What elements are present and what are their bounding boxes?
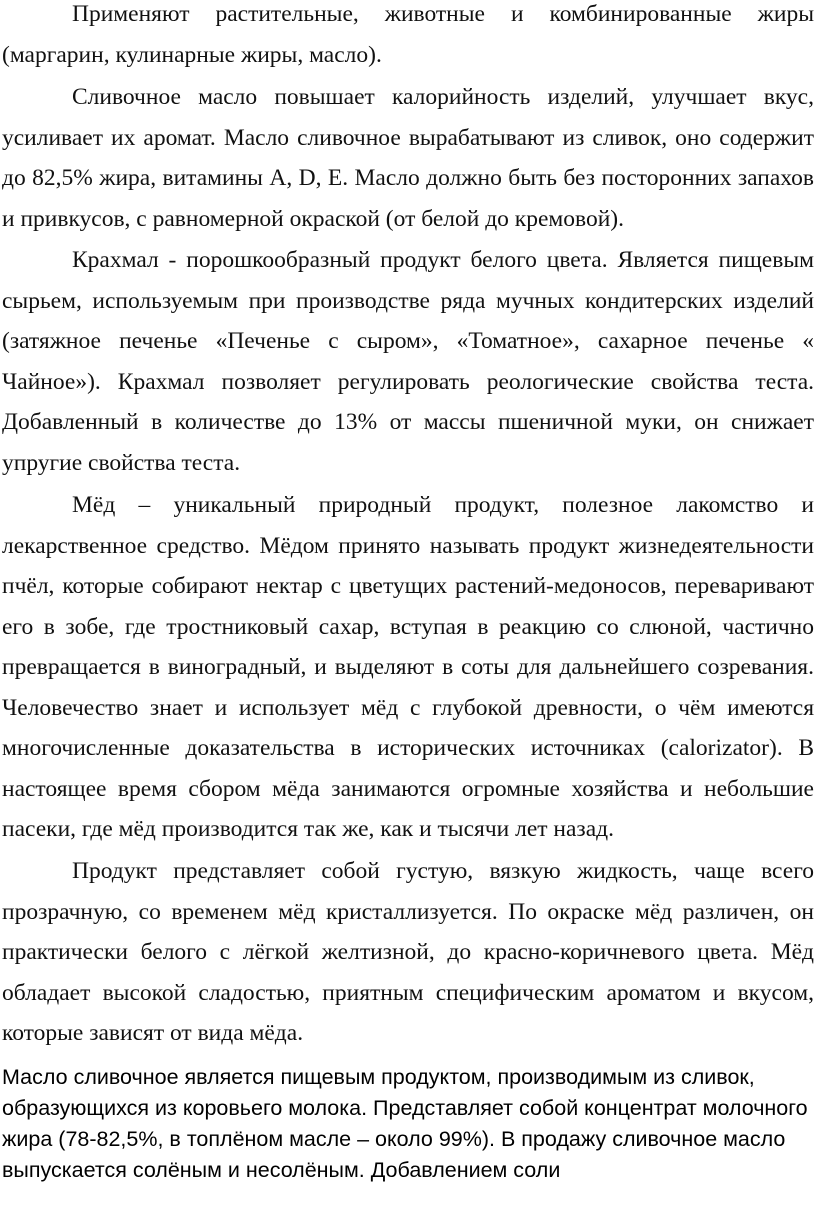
paragraph-butter: Сливочное масло повышает калорийность изделий, улучшает вкус, усиливает их аромат. Масло сливочное вырабатывают из сливок, оно содержит до 82,5% жира, витамины А, D, Е. Масло должно быть без посторонних запахов и привкусов, с равномерной окраской (от белой до кремовой). (2, 84, 814, 232)
paragraph-butter-definition: Масло сливочное является пищевым продуктом, производимым из сливок, образующихся из коровьего молока. Представляет собой концентрат молочного жира (78-82,5%, в топлёном масле – около 99%). В продажу сливочное масло выпускается солёным и несолёным. Добавлением соли (2, 1065, 808, 1182)
paragraph-starch: Крахмал - порошкообразный продукт белого цвета. Является пищевым сырьем, используемым при производстве ряда мучных кондитерских изделий (затяжное печенье «Печенье с сыром», «Томатное», сахарное печенье « Чайное»). Крахмал позволяет регулировать реологические свойства теста. Добавленный в количестве до 13% от массы пшеничной муки, он снижает упругие свойства теста. (2, 247, 814, 476)
paragraph-fats: Применяют растительные, животные и комбинированные жиры (маргарин, кулинарные жиры, масло). (2, 1, 814, 68)
paragraph-honey: Мёд – уникальный природный продукт, полезное лакомство и лекарственное средство. Мёдом принято называть продукт жизнедеятельности пчёл, которые собирают нектар с цветущих растений-медоносов, переваривают его в зобе, где тростниковый сахар, вступая в реакцию со слюной, частично превращается в виноградный, и выделяют в соты для дальнейшего созревания. Человечество знает и использует мёд с глубокой древности, о чём имеются многочисленные доказательства в исторических источниках (calorizator). В настоящее время сбором мёда занимаются огромные хозяйства и небольшие пасеки, где мёд производится так же, как и тысячи лет назад. (2, 492, 814, 842)
paragraph-honey-properties: Продукт представляет собой густую, вязкую жидкость, чаще всего прозрачную, со временем мёд кристаллизуется. По окраске мёд различен, он практически белого с лёгкой желтизной, до красно-коричневого цвета. Мёд обладает высокой сладостью, приятным специфическим ароматом и вкусом, которые зависят от вида мёда. (2, 858, 814, 1046)
